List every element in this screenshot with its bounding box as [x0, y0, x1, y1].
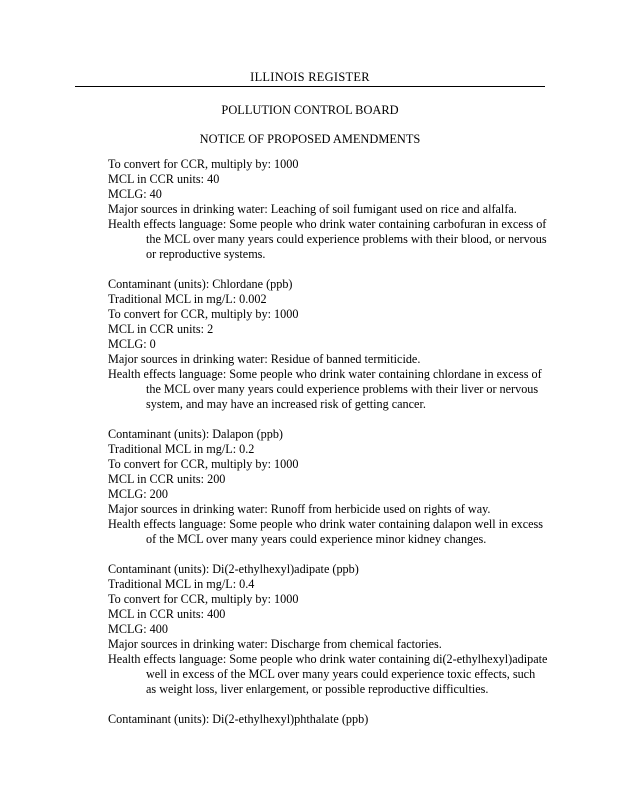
- ccr-multiplier: To convert for CCR, multiply by: 1000: [108, 592, 299, 606]
- mclg: MCLG: 40: [108, 187, 162, 201]
- health-effects: Health effects language: Some people who drink water containing chlordane in excess of the MCL over many years could experience problems with their liver or nervous system, and may have an increased risk of getting cancer.: [108, 367, 542, 411]
- contaminant-group-carbofuran: [108, 157, 548, 262]
- mcl-ccr-units: MCL in CCR units: 400: [108, 607, 226, 621]
- contaminant-group-dalapon: [108, 427, 548, 547]
- ccr-multiplier: To convert for CCR, multiply by: 1000: [108, 457, 299, 471]
- traditional-mcl: Traditional MCL in mg/L: 0.002: [108, 292, 267, 306]
- ccr-multiplier: To convert for CCR, multiply by: 1000: [108, 307, 299, 321]
- contaminant-group-dehp-phthalate: [108, 712, 548, 727]
- notice-title: NOTICE OF PROPOSED AMENDMENTS: [199, 132, 421, 146]
- register-header: ILLINOIS REGISTER: [250, 70, 370, 84]
- health-effects: Health effects language: Some people who drink water containing dalapon well in excess of the MCL over many years could experience minor kidney changes.: [108, 517, 544, 546]
- header-rule: [75, 86, 545, 87]
- major-sources: Major sources in drinking water: Leaching of soil fumigant used on rice and alfalfa.: [108, 202, 517, 216]
- contaminant-units: Contaminant (units): Dalapon (ppb): [108, 427, 283, 441]
- mclg: MCLG: 400: [108, 622, 168, 636]
- mcl-ccr-units: MCL in CCR units: 40: [108, 172, 220, 186]
- contaminant-group-chlordane: [108, 277, 548, 412]
- contaminant-units: Contaminant (units): Chlordane (ppb): [108, 277, 293, 291]
- mclg: MCLG: 200: [108, 487, 168, 501]
- contaminant-units: Contaminant (units): Di(2-ethylhexyl)adipate (ppb): [108, 562, 359, 576]
- board-name: POLLUTION CONTROL BOARD: [221, 103, 399, 117]
- traditional-mcl: Traditional MCL in mg/L: 0.4: [108, 577, 255, 591]
- traditional-mcl: Traditional MCL in mg/L: 0.2: [108, 442, 255, 456]
- mcl-ccr-units: MCL in CCR units: 2: [108, 322, 214, 336]
- mclg: MCLG: 0: [108, 337, 156, 351]
- contaminant-group-dehp-adipate: [108, 562, 548, 697]
- major-sources: Major sources in drinking water: Discharge from chemical factories.: [108, 637, 442, 651]
- major-sources: Major sources in drinking water: Runoff from herbicide used on rights of way.: [108, 502, 491, 516]
- health-effects: Health effects language: Some people who drink water containing di(2-ethylhexyl)adipate well in excess of the MCL over many years could experience toxic effects, such as weight loss, liver enlargement, or possible reproductive difficulties.: [108, 652, 548, 696]
- ccr-multiplier: To convert for CCR, multiply by: 1000: [108, 157, 299, 171]
- health-effects: Health effects language: Some people who drink water containing carbofuran in excess of the MCL over many years could experience problems with their blood, or nervous or reproductive systems.: [108, 217, 547, 261]
- major-sources: Major sources in drinking water: Residue of banned termiticide.: [108, 352, 421, 366]
- mcl-ccr-units: MCL in CCR units: 200: [108, 472, 226, 486]
- contaminant-units: Contaminant (units): Di(2-ethylhexyl)phthalate (ppb): [108, 712, 369, 726]
- document-body: [108, 157, 548, 742]
